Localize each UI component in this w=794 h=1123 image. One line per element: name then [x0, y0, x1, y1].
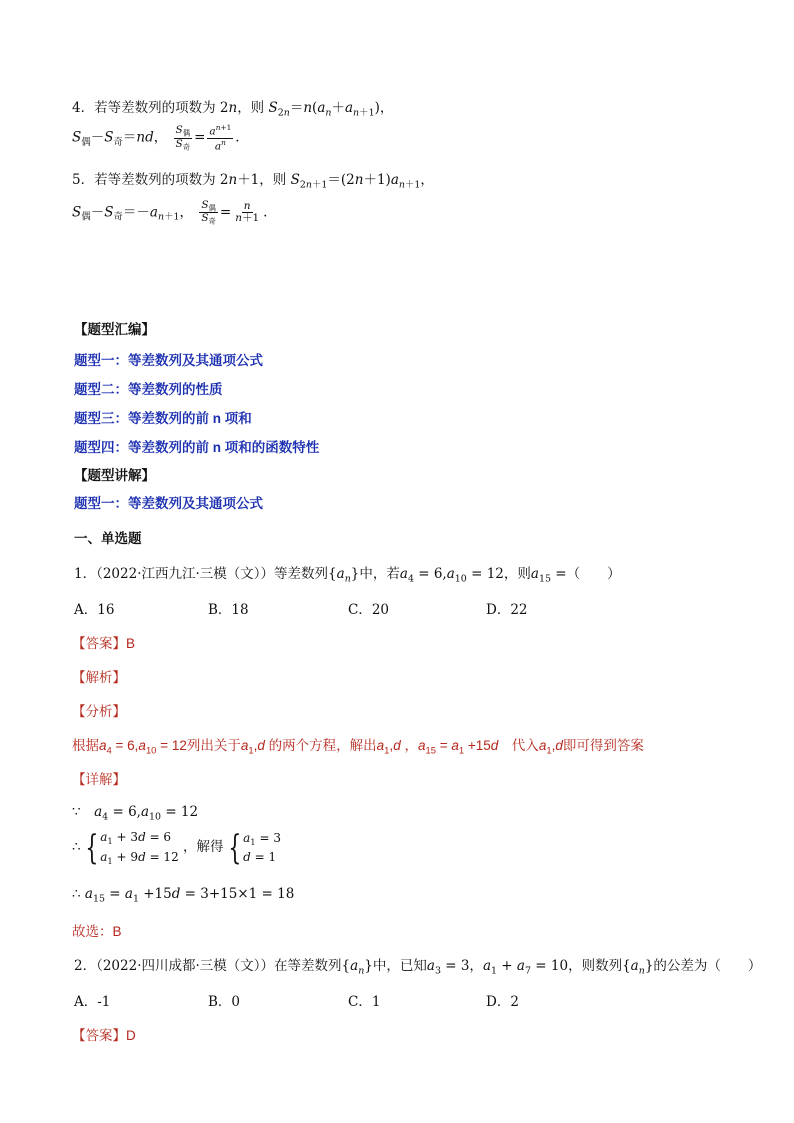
q1-step-1: ∵ $a_4 = 6,a_{10} = 12$ — [72, 804, 199, 823]
ratio-fraction-2: $\frac{S_偶}{S_奇}$ — [201, 199, 216, 226]
formula-5-line-2: $S_偶-S_奇=-a_{n+1}$， $\frac{S_偶}{S_奇}$ = $\frac{n}{n+1}$ . — [72, 199, 268, 226]
q1-analysis-label: 【解析】 — [72, 670, 126, 685]
q2-answer: 【答案】D — [72, 1028, 136, 1043]
formula-5-line-1: 5．若等差数列的项数为 2n＋1，则 $S_{2n+1}=(2n+1)a_{n+1}$， — [72, 172, 434, 191]
formula-4-line-2: $S_偶-S_奇=nd$， $\frac{S_偶}{S_奇}$ = $\frac{a^{n+1}}{a^n}$ . — [72, 123, 240, 153]
q1-fenxi-label: 【分析】 — [72, 704, 126, 719]
summary-type-4[interactable]: 题型四：等差数列的前 n 项和的函数特性 — [74, 440, 320, 455]
left-brace-icon: { — [84, 827, 98, 868]
q2-option-a[interactable]: A．-1 — [74, 994, 111, 1010]
q1-stem: 1．（2022·江西九江·三模（文））等差数列$\{a_n\}$中，若$a_4 = 6,a_{10} = 12$，则$a_{15}$ =（ ） — [74, 566, 621, 585]
term-fraction: $\frac{a^{n+1}}{a^n}$ — [209, 123, 232, 153]
q2-option-b[interactable]: B．0 — [208, 994, 241, 1010]
q1-option-d[interactable]: D．22 — [486, 602, 528, 618]
q1-answer: 【答案】B — [72, 636, 136, 651]
q1-option-c[interactable]: C．20 — [348, 602, 390, 618]
q2-option-c[interactable]: C．1 — [348, 994, 381, 1010]
left-brace-icon-2: { — [227, 827, 241, 868]
q1-fenxi-text: 根据$a_4 = 6,a_{10} = 12$列出关于$a_1,d$ 的两个方程，解出$a_1,d$ ，$a_{15} = a_1 +15d$ 代入$a_1,d$即可得到答案 — [72, 738, 644, 757]
n-fraction: $\frac{n}{n+1}$ — [235, 200, 260, 225]
q1-step-3: ∴ $a_{15} = a_1 +15d = 3+15\times 1 = 18$ — [72, 886, 295, 905]
lecture-type-heading: 题型一：等差数列及其通项公式 — [74, 496, 263, 511]
summary-type-3[interactable]: 题型三：等差数列的前 n 项和 — [74, 411, 252, 426]
summary-type-1[interactable]: 题型一：等差数列及其通项公式 — [74, 353, 263, 368]
q1-detail-label: 【详解】 — [72, 772, 126, 787]
summary-type-2[interactable]: 题型二：等差数列的性质 — [74, 382, 223, 397]
q2-stem: 2．（2022·四川成都·三模（文））在等差数列$\{a_n\}$中，已知$a_3 = 3$，$a_1 + a_7 = 10$，则数列$\{a_n\}$的公差为（ ） — [74, 958, 762, 977]
q1-option-a[interactable]: A．16 — [74, 602, 115, 618]
lecture-title: 【题型讲解】 — [74, 468, 155, 483]
q1-option-b[interactable]: B．18 — [208, 602, 249, 618]
q1-step-2: ∴ { $a_1 + 3d = 6$ $a_1 + 9d = 12$ ，解得 { $a_1 = 3$ d = 1 — [72, 827, 281, 868]
ratio-fraction: $\frac{S_偶}{S_奇}$ — [175, 124, 191, 152]
q2-option-d[interactable]: D．2 — [486, 994, 519, 1010]
q1-conclusion: 故选：B — [72, 924, 122, 939]
summary-title: 【题型汇编】 — [74, 322, 155, 337]
section-heading: 一、单选题 — [74, 531, 142, 546]
formula-4-line-1: 4．若等差数列的项数为 2n，则 $S_{2n}=n(a_n+a_{n+1})$， — [72, 100, 394, 119]
